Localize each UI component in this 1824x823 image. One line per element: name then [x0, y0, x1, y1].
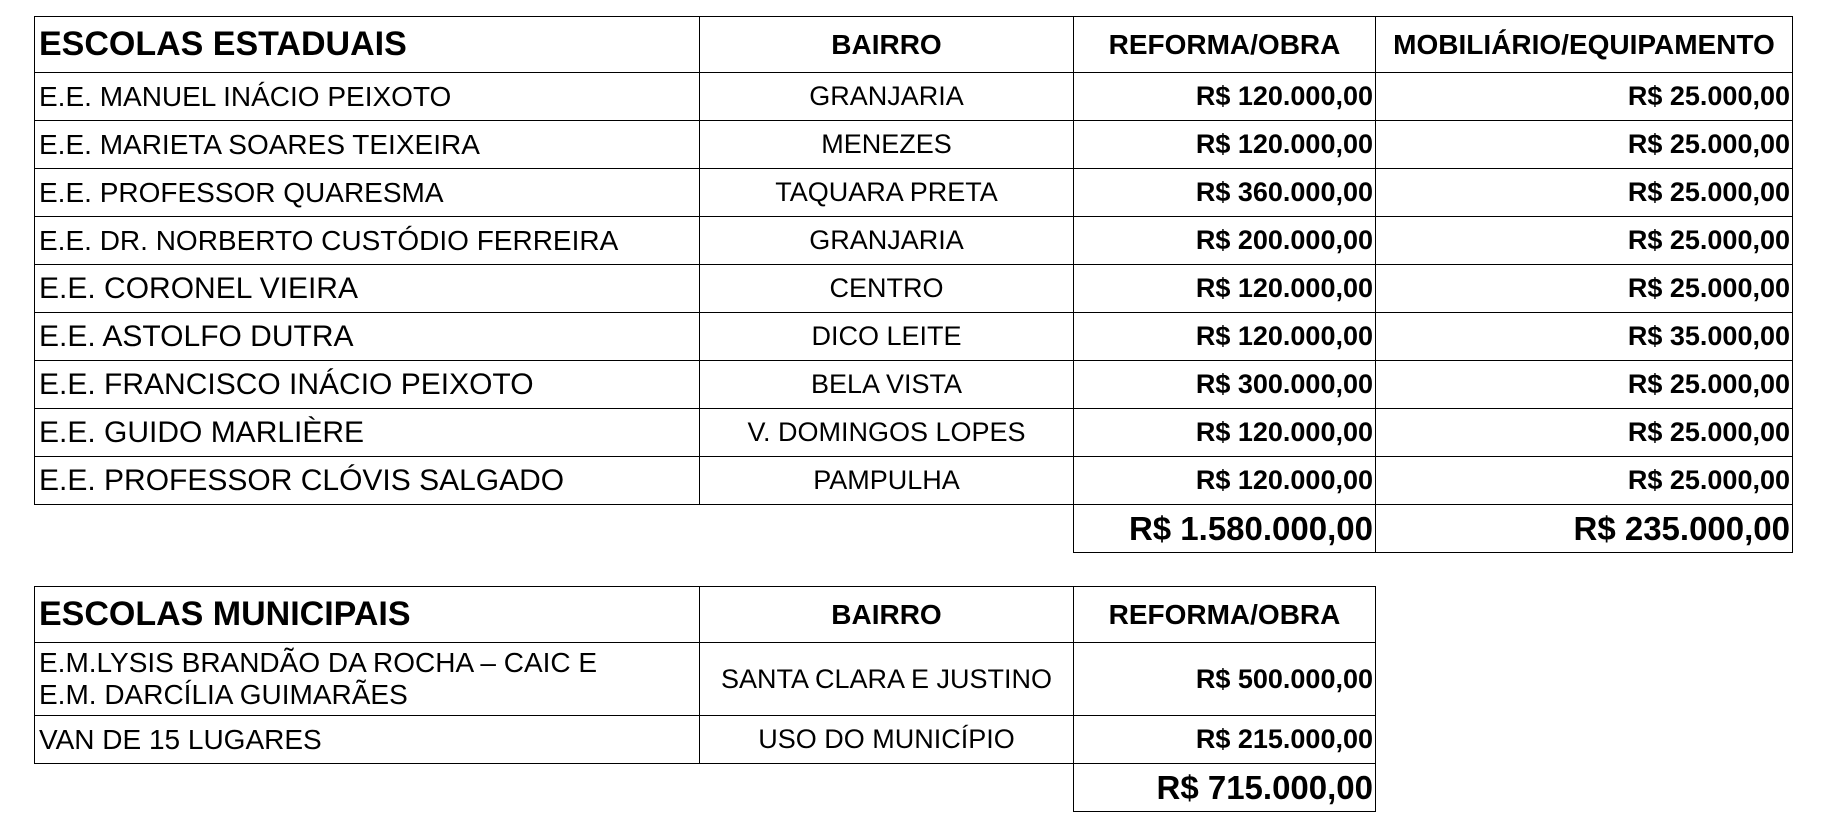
table-row: [35, 217, 1793, 265]
reforma-value: R$ 120.000,00: [1074, 265, 1376, 313]
table-header-row: [35, 17, 1793, 73]
bairro-cell: GRANJARIA: [700, 73, 1074, 121]
mobiliario-value: R$ 25.000,00: [1376, 121, 1793, 169]
column-header-reforma: REFORMA/OBRA: [1074, 17, 1376, 73]
escola-name: E.E. DR. NORBERTO CUSTÓDIO FERREIRA: [35, 217, 700, 265]
empty-cell: [700, 505, 1074, 553]
escola-name: E.E. PROFESSOR QUARESMA: [35, 169, 700, 217]
totals-row: [35, 505, 1793, 553]
reforma-value: R$ 120.000,00: [1074, 457, 1376, 505]
column-header-mobiliario: MOBILIÁRIO/EQUIPAMENTO: [1376, 17, 1793, 73]
table-header-row: [35, 587, 1376, 643]
escola-name: E.E. MANUEL INÁCIO PEIXOTO: [35, 73, 700, 121]
empty-cell: [35, 505, 700, 553]
escola-name: E.E. GUIDO MARLIÈRE: [35, 409, 700, 457]
bairro-cell: CENTRO: [700, 265, 1074, 313]
table-row: [35, 169, 1793, 217]
table-row: [35, 409, 1793, 457]
table-row: [35, 361, 1793, 409]
total-reforma: R$ 715.000,00: [1074, 764, 1376, 812]
escola-name: [35, 643, 700, 716]
reforma-value: R$ 500.000,00: [1074, 643, 1376, 716]
table-row: [35, 265, 1793, 313]
table-row: [35, 121, 1793, 169]
bairro-cell: V. DOMINGOS LOPES: [700, 409, 1074, 457]
total-reforma: R$ 1.580.000,00: [1074, 505, 1376, 553]
escola-name: E.E. FRANCISCO INÁCIO PEIXOTO: [35, 361, 700, 409]
section-title: ESCOLAS MUNICIPAIS: [35, 587, 700, 643]
table-row: [35, 643, 1376, 716]
escola-name: VAN DE 15 LUGARES: [35, 716, 700, 764]
escolas-estaduais-table: [34, 16, 1793, 553]
reforma-value: R$ 215.000,00: [1074, 716, 1376, 764]
totals-row: [35, 764, 1376, 812]
empty-cell: [35, 764, 700, 812]
mobiliario-value: R$ 25.000,00: [1376, 361, 1793, 409]
mobiliario-value: R$ 25.000,00: [1376, 409, 1793, 457]
bairro-cell: USO DO MUNICÍPIO: [700, 716, 1074, 764]
reforma-value: R$ 120.000,00: [1074, 409, 1376, 457]
reforma-value: R$ 120.000,00: [1074, 313, 1376, 361]
reforma-value: R$ 200.000,00: [1074, 217, 1376, 265]
empty-cell: [700, 764, 1074, 812]
bairro-cell: DICO LEITE: [700, 313, 1074, 361]
bairro-cell: TAQUARA PRETA: [700, 169, 1074, 217]
escola-name-line: E.M. DARCÍLIA GUIMARÃES: [39, 679, 408, 710]
escola-name: E.E. MARIETA SOARES TEIXEIRA: [35, 121, 700, 169]
escola-name: E.E. PROFESSOR CLÓVIS SALGADO: [35, 457, 700, 505]
escola-name: E.E. CORONEL VIEIRA: [35, 265, 700, 313]
bairro-cell: PAMPULHA: [700, 457, 1074, 505]
bairro-cell: BELA VISTA: [700, 361, 1074, 409]
total-mobiliario: R$ 235.000,00: [1376, 505, 1793, 553]
reforma-value: R$ 120.000,00: [1074, 73, 1376, 121]
bairro-cell: SANTA CLARA E JUSTINO: [700, 643, 1074, 716]
column-header-bairro: BAIRRO: [700, 17, 1074, 73]
mobiliario-value: R$ 25.000,00: [1376, 265, 1793, 313]
mobiliario-value: R$ 25.000,00: [1376, 73, 1793, 121]
table-row: [35, 73, 1793, 121]
reforma-value: R$ 360.000,00: [1074, 169, 1376, 217]
table-row: [35, 457, 1793, 505]
table-row: [35, 313, 1793, 361]
bairro-cell: MENEZES: [700, 121, 1074, 169]
section-title: ESCOLAS ESTADUAIS: [35, 17, 700, 73]
mobiliario-value: R$ 25.000,00: [1376, 457, 1793, 505]
mobiliario-value: R$ 25.000,00: [1376, 169, 1793, 217]
mobiliario-value: R$ 35.000,00: [1376, 313, 1793, 361]
mobiliario-value: R$ 25.000,00: [1376, 217, 1793, 265]
reforma-value: R$ 300.000,00: [1074, 361, 1376, 409]
escola-name: E.E. ASTOLFO DUTRA: [35, 313, 700, 361]
table-row: [35, 716, 1376, 764]
escola-name-line: E.M.LYSIS BRANDÃO DA ROCHA – CAIC E: [39, 647, 598, 678]
column-header-bairro: BAIRRO: [700, 587, 1074, 643]
column-header-reforma: REFORMA/OBRA: [1074, 587, 1376, 643]
bairro-cell: GRANJARIA: [700, 217, 1074, 265]
reforma-value: R$ 120.000,00: [1074, 121, 1376, 169]
escolas-municipais-table: [34, 586, 1376, 812]
